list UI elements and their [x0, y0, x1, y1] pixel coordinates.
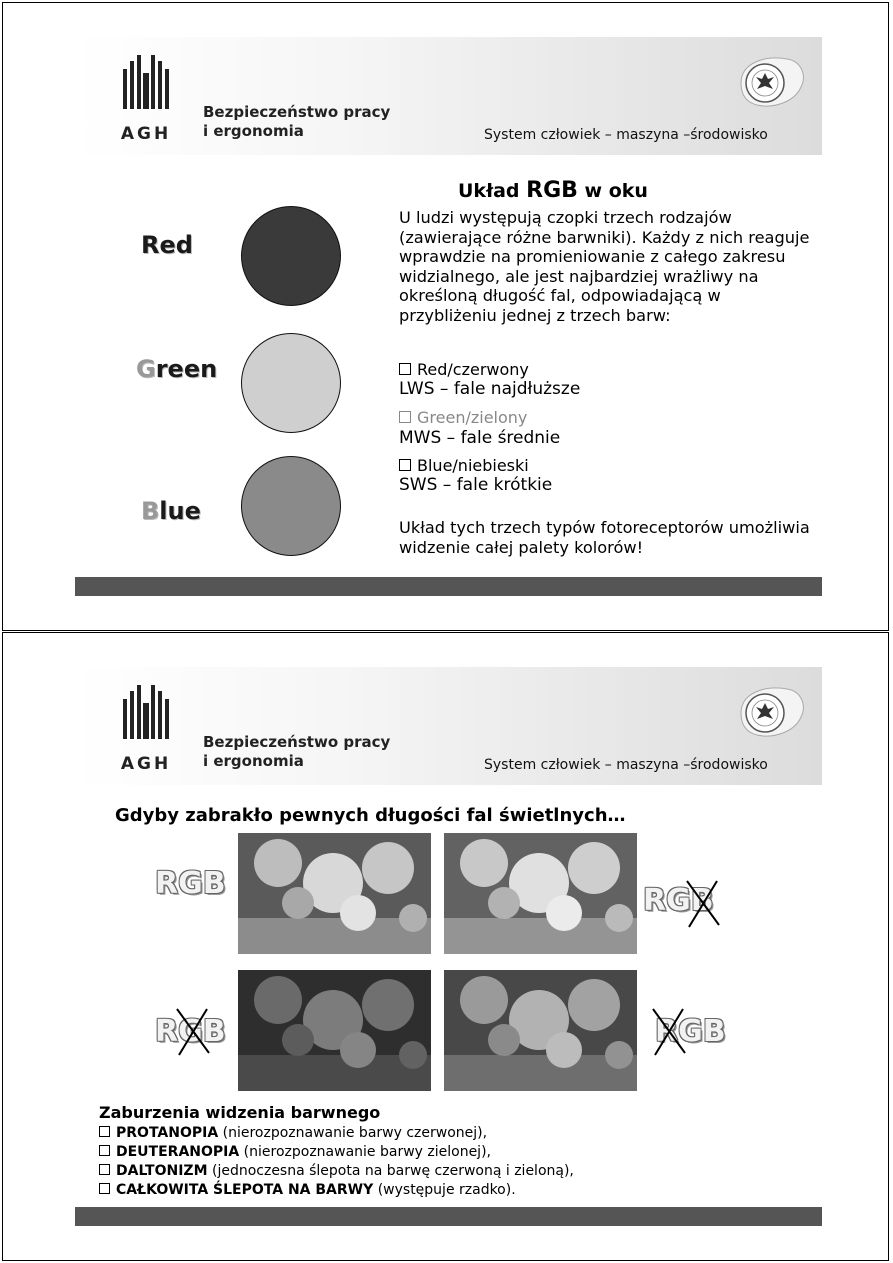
- course-title: Bezpieczeństwo pracy i ergonomia: [203, 103, 391, 140]
- header-subtitle: System człowiek – maszyna –środowisko: [484, 127, 768, 143]
- cross-out-red-icon: [649, 1005, 689, 1057]
- label-rgb-full: RGB: [155, 866, 226, 901]
- slide-page-2: [2, 632, 889, 1261]
- header-subtitle: System człowiek – maszyna –środowisko: [484, 757, 768, 773]
- circle-green: [241, 333, 341, 433]
- cross-out-blue-icon: [683, 877, 723, 929]
- label-rgb-no-red: RGB: [655, 1014, 726, 1049]
- label-rgb-no-green: RGB: [155, 1014, 226, 1049]
- slide-title: Gdyby zabrakło pewnych długości fal świetlnych…: [115, 805, 626, 826]
- agh-logo: [117, 51, 175, 145]
- flower-photo-no-blue: [444, 833, 637, 954]
- wave-sws: SWS – fale krótkie: [399, 475, 553, 495]
- flower-photo-rgb: [238, 833, 431, 954]
- slide-title: Układ RGB w oku: [458, 178, 648, 203]
- agh-logo-text: AGH: [120, 124, 172, 144]
- disorder-item: DEUTERANOPIA (nierozpoznawanie barwy zielonej),: [99, 1143, 819, 1162]
- bullet-green: Green/zielony: [399, 408, 527, 427]
- disorder-item: PROTANOPIA (nierozpoznawanie barwy czerwonej),: [99, 1124, 819, 1143]
- bullet-red: Red/czerwony: [399, 360, 529, 379]
- footer-bar: [75, 1207, 822, 1226]
- course-title: Bezpieczeństwo pracy i ergonomia: [203, 733, 391, 770]
- faculty-seal-icon: [735, 53, 807, 111]
- agh-logo-text: AGH: [120, 754, 172, 774]
- disorder-item: DALTONIZM (jednoczesna ślepota na barwę czerwoną i zieloną),: [99, 1162, 819, 1181]
- intro-text: U ludzi występują czopki trzech rodzajów (zawierające różne barwniki). Każdy z nich reaguje wprawdzie na promieniowanie z całego zakresu widzialnego, ale jest najbardziej wrażliwy na określoną długość fal, odpowiadającą w przybliżeniu jednej z trzech barw:: [399, 208, 810, 325]
- color-vision-disorders: [99, 1103, 819, 1200]
- flower-photo-no-red: [444, 970, 637, 1091]
- footer-bar: [75, 577, 822, 596]
- cross-out-green-icon: [173, 1005, 213, 1057]
- flower-photo-no-green: [238, 970, 431, 1091]
- slide-page-1: [2, 2, 889, 631]
- faculty-seal-icon: [735, 683, 807, 741]
- label-red: Red: [141, 231, 193, 259]
- bullet-blue: Blue/niebieski: [399, 456, 529, 475]
- slide-header: [75, 667, 822, 785]
- circle-blue: [241, 456, 341, 556]
- agh-logo: [117, 681, 175, 775]
- label-rgb-no-blue: RGB: [643, 883, 714, 918]
- wave-mws: MWS – fale średnie: [399, 428, 561, 448]
- wave-lws: LWS – fale najdłuższe: [399, 379, 581, 399]
- label-blue: Blue: [141, 497, 201, 525]
- disorders-title: Zaburzenia widzenia barwnego: [99, 1103, 381, 1122]
- label-green: Green: [136, 355, 218, 383]
- circle-red: [241, 206, 341, 306]
- summary-text: Układ tych trzech typów fotoreceptorów umożliwia widzenie całej palety kolorów!: [399, 518, 810, 557]
- slide-header: [75, 37, 822, 155]
- disorder-item: CAŁKOWITA ŚLEPOTA NA BARWY (występuje rzadko).: [99, 1181, 819, 1200]
